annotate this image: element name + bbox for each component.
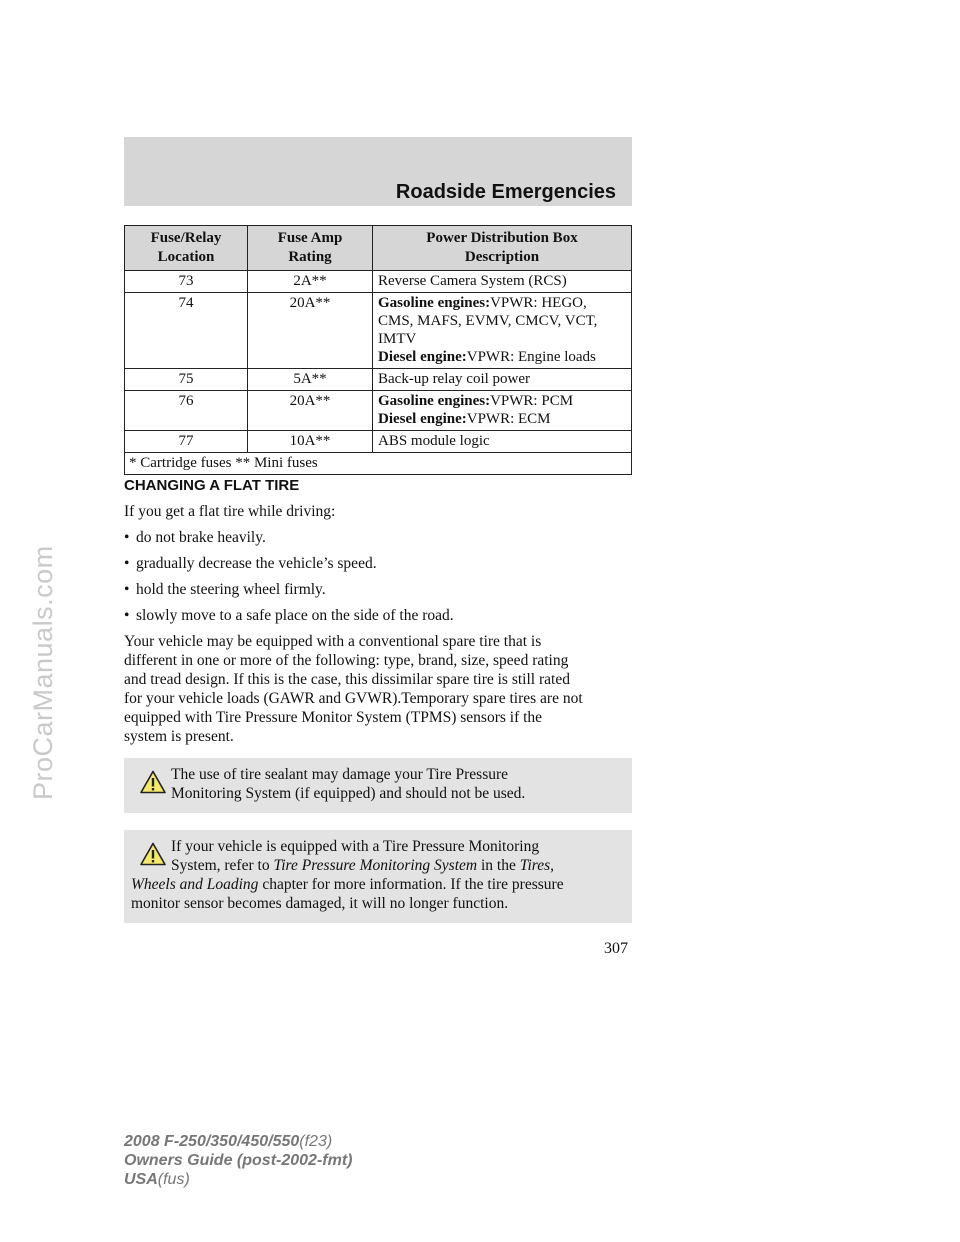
table-footnote-row [125,453,632,475]
section-content [124,476,632,923]
warning-icon [140,842,166,866]
page-header [124,137,632,206]
table-row [125,369,632,391]
cell-location: 73 [125,271,248,293]
cell-rating: 5A** [248,369,373,391]
table-footnote: * Cartridge fuses ** Mini fuses [125,453,632,475]
cell-location: 74 [125,293,248,369]
page-number: 307 [604,940,628,957]
bullet-icon: • [124,581,130,598]
cell-location: 76 [125,391,248,431]
cell-description: Reverse Camera System (RCS) [373,271,632,293]
bullet-icon: • [124,555,130,572]
cell-location: 77 [125,431,248,453]
page-title: Roadside Emergencies [395,181,616,203]
diesel-label: Diesel engine: [378,349,467,365]
fuse-table [124,225,632,475]
list-item: • do not brake heavily. [124,529,266,546]
cell-rating: 10A** [248,431,373,453]
bullet-icon: • [124,607,130,624]
spare-tire-paragraph: Your vehicle may be equipped with a conventional spare tire that is different in one or more of the following: type, brand, size, speed rating and tread design. If this is the case, this dissimilar spare tire is still rated for your vehicle loads (GAWR and GVWR).Temporary spare tires are not equipped with Tire Pressure Monitor System (TPMS) sensors if the system is present. [124,633,583,745]
list-item: • gradually decrease the vehicle’s speed. [124,555,377,572]
gasoline-label: Gasoline engines: [378,295,491,311]
warning-box-sealant: The use of tire sealant may damage your Tire Pressure Monitoring System (if equipped) and should not be used. [124,758,632,813]
cell-description: Gasoline engines:VPWR: PCM Diesel engine:VPWR: ECM [373,391,632,431]
cell-location: 75 [125,369,248,391]
table-row [125,391,632,431]
header-description: Power Distribution Box Description [373,226,632,271]
section-intro: If you get a flat tire while driving: [124,503,336,520]
warning-icon [140,770,166,794]
watermark [0,0,58,1242]
cell-description: Gasoline engines:VPWR: HEGO, CMS, MAFS, EVMV, CMCV, VCT, IMTV Diesel engine:VPWR: Engine loads [373,293,632,369]
watermark-text: ProCarManuals.com [28,545,58,800]
cell-rating: 20A** [248,391,373,431]
table-row [125,293,632,369]
cell-description: Back-up relay coil power [373,369,632,391]
table-row [125,271,632,293]
diesel-label: Diesel engine: [378,411,467,427]
list-item: • hold the steering wheel firmly. [124,581,326,598]
table-row [125,431,632,453]
gasoline-label: Gasoline engines: [378,393,491,409]
cell-rating: 20A** [248,293,373,369]
header-location: Fuse/Relay Location [125,226,248,271]
section-title: CHANGING A FLAT TIRE [124,477,300,494]
document-footer: 2008 F-250/350/450/550(f23) Owners Guide (post-2002-fmt) USA(fus) [124,1133,353,1188]
cell-rating: 2A** [248,271,373,293]
warning-box-tpms: If your vehicle is equipped with a Tire Pressure Monitoring System, refer to Tire Pressure Monitoring System in the Tires, Wheels and Loading chapter for more information. If the tire pressure monitor sensor becomes damaged, it will no longer function. [124,830,632,923]
header-rating: Fuse Amp Rating [248,226,373,271]
bullet-icon: • [124,529,130,546]
list-item: • slowly move to a safe place on the side of the road. [124,607,454,624]
table-header-row [125,226,632,271]
cell-description: ABS module logic [373,431,632,453]
